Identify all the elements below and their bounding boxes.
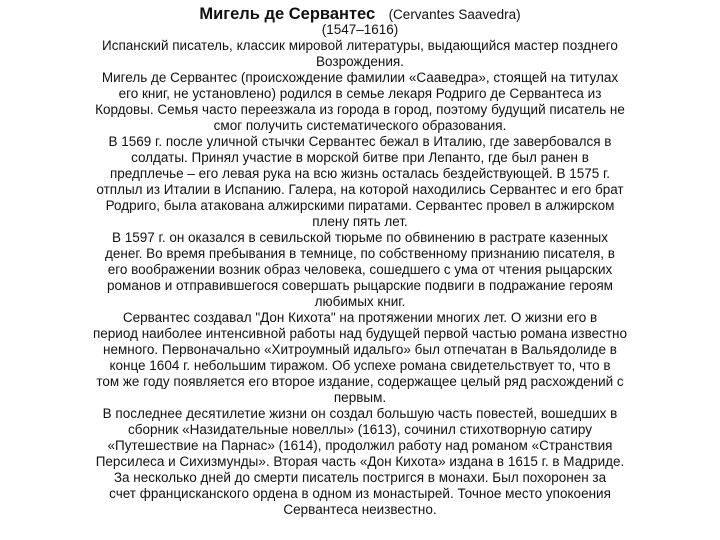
text-line: любимых книг. — [314, 294, 406, 309]
text-line: Сервантеса неизвестно. — [283, 502, 437, 517]
text-line: том же году появляется его второе издание, содержащее целый ряд расхождений с — [96, 374, 624, 389]
text-line: Родриго, была атакована алжирскими пиратами. Сервантес провел в алжирском — [105, 198, 615, 213]
text-line: сборник «Назидательные новеллы» (1613), сочинил стихотворную сатиру — [128, 422, 592, 437]
text-line: В последнее десятилетие жизни он создал большую часть повестей, вошедших в — [102, 406, 618, 421]
text-line: предплечье – его левая рука на всю жизнь осталась бездействующей. В 1575 г. — [109, 166, 611, 181]
text-line: Мигель де Сервантес (происхождение фамилии «Сааведра», стоящей на титулах — [101, 70, 619, 85]
text-line: (1547–1616) — [321, 22, 399, 37]
text-line: Испанский писатель, классик мировой литературы, выдающийся мастер позднего — [102, 38, 618, 53]
text-line: солдаты. Принял участие в морской битве при Лепанто, где был ранен в — [131, 150, 589, 165]
title-main: Мигель де Сервантес — [199, 5, 376, 23]
text-line: Сервантес создавал "Дон Кихота" на протяжении многих лет. О жизни его в — [122, 310, 598, 325]
text-line: период наиболее интенсивной работы над будущей первой частью романа известно — [92, 326, 628, 341]
text-line: «Путешествие на Парнас» (1614), продолжил работу над романом «Странствия — [107, 438, 613, 453]
text-line: денег. Во время пребывания в темнице, по собственному признанию писателя, в — [105, 246, 615, 261]
title-subtitle: (Cervantes Saavedra) — [388, 7, 521, 22]
text-line: отплыл из Италии в Испанию. Галера, на которой находились Сервантес и его брат — [96, 182, 624, 197]
text-line: первым. — [333, 390, 387, 405]
text-line: За несколько дней до смерти писатель постригся в монахи. Был похоронен за — [113, 470, 607, 485]
text-line: немного. Первоначально «Хитроумный идальго» был отпечатан в Вальядолиде в — [103, 342, 617, 357]
text-line: романов и отправившегося совершать рыцарские подвиги в подражание героям — [107, 278, 613, 293]
text-line: В 1597 г. он оказался в севильской тюрьме по обвинению в растрате казенных — [112, 230, 608, 245]
text-line: его книг, не установлено) родился в семье лекаря Родриго де Сервантеса из — [118, 86, 602, 101]
text-line: смог получить систематического образования. — [213, 118, 507, 133]
text-line: его воображении возник образ человека, сошедшего с ума от чтения рыцарских — [107, 262, 613, 277]
text-line: Возрождения. — [316, 54, 404, 69]
text-line: Кордовы. Семья часто переезжала из города в город, поэтому будущий писатель не — [95, 102, 625, 117]
text-line: плену пять лет. — [312, 214, 408, 229]
text-line: В 1569 г. после уличной стычки Сервантес бежал в Италию, где завербовался в — [108, 134, 612, 149]
title-space — [380, 6, 384, 23]
text-line: Персилеса и Сихизмунды». Вторая часть «Дон Кихота» издана в 1615 г. в Мадриде. — [95, 454, 625, 469]
text-line: счет францисканского ордена в одном из монастырей. Точное место упокоения — [109, 486, 611, 501]
text-line: конце 1604 г. небольшим тиражом. Об успехе романа свидетельствует то, что в — [109, 358, 611, 373]
